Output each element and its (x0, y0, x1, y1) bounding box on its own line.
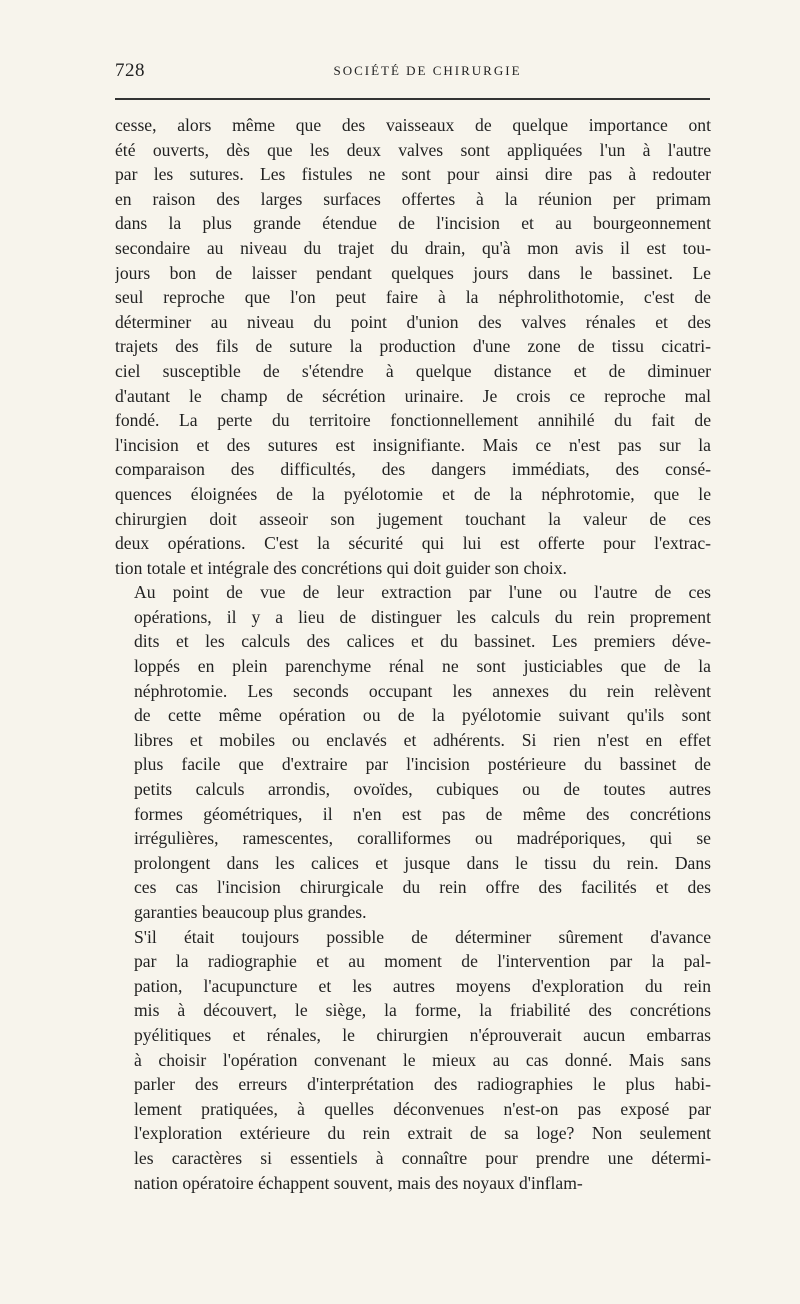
text-line: fondé. La perte du territoire fonctionnellement annihilé du fait de (115, 410, 711, 431)
page-number: 728 (115, 60, 145, 81)
text-line: secondaire au niveau du trajet du drain, qu'à mon avis il est tou- (115, 237, 711, 258)
text-line: libres et mobiles ou enclavés et adhérents. Si rien n'est en effet (134, 729, 711, 750)
text-line: déterminer au niveau du point d'union des valves rénales et des (115, 311, 711, 332)
text-line: ces cas l'incision chirurgicale du rein offre des facilités et des (134, 877, 711, 898)
text-line: les caractères si essentiels à connaître pour prendre une détermi- (134, 1147, 711, 1168)
text-line: Au point de vue de leur extraction par l'une ou l'autre de ces (134, 582, 711, 603)
paragraph (115, 925, 711, 1196)
text-line: été ouverts, dès que les deux valves sont appliquées l'un à l'autre (115, 139, 711, 160)
text-line: seul reproche que l'on peut faire à la néphrolithotomie, c'est de (115, 287, 711, 308)
text-line: pation, l'acupuncture et les autres moyens d'exploration du rein (134, 975, 711, 996)
text-line: S'il était toujours possible de déterminer sûrement d'avance (134, 926, 711, 947)
text-line: dits et les calculs des calices et du bassinet. Les premiers déve- (134, 631, 711, 652)
text-line: par les sutures. Les fistules ne sont pour ainsi dire pas à redouter (115, 164, 711, 185)
text-line: trajets des fils de suture la production d'une zone de tissu cicatri- (115, 336, 711, 357)
text-line: néphrotomie. Les seconds occupant les annexes du rein relèvent (134, 680, 711, 701)
text-line: par la radiographie et au moment de l'intervention par la pal- (134, 951, 711, 972)
text-line: de cette même opération ou de la pyélotomie suivant qu'ils sont (134, 705, 711, 726)
text-line: tion totale et intégrale des concrétions qui doit guider son choix. (115, 557, 567, 578)
running-title: SOCIÉTÉ DE CHIRURGIE (333, 63, 522, 78)
text-line: nation opératoire échappent souvent, mais des noyaux d'inflam- (134, 1172, 583, 1193)
text-line: jours bon de laisser pendant quelques jours dans le bassinet. Le (115, 262, 711, 283)
text-line: opérations, il y a lieu de distinguer les calculs du rein proprement (134, 606, 711, 627)
text-line: l'exploration extérieure du rein extrait de sa loge? Non seulement (134, 1123, 711, 1144)
paragraph (115, 580, 711, 924)
running-head (115, 56, 710, 86)
text-line: loppés en plein parenchyme rénal ne sont justiciables que de la (134, 656, 711, 677)
body-text (115, 113, 711, 1195)
text-line: dans la plus grande étendue de l'incision et au bourgeonnement (115, 213, 711, 234)
text-line: quences éloignées de la pyélotomie et de la néphrotomie, que le (115, 483, 711, 504)
text-line: formes géométriques, il n'en est pas de même des concrétions (134, 803, 711, 824)
text-line: deux opérations. C'est la sécurité qui lui est offerte pour l'extrac- (115, 533, 711, 554)
text-line: prolongent dans les calices et jusque dans le tissu du rein. Dans (134, 852, 711, 873)
text-line: chirurgien doit asseoir son jugement touchant la valeur de ces (115, 508, 711, 529)
text-line: petits calculs arrondis, ovoïdes, cubiques ou de toutes autres (134, 779, 711, 800)
text-line: garanties beaucoup plus grandes. (134, 902, 367, 922)
text-line: à choisir l'opération convenant le mieux au cas donné. Mais sans (134, 1049, 711, 1070)
text-line: en raison des larges surfaces offertes à la réunion per primam (115, 188, 711, 209)
text-line: lement pratiquées, à quelles déconvenues n'est-on pas exposé par (134, 1098, 711, 1119)
text-line: parler des erreurs d'interprétation des radiographies le plus habi- (134, 1074, 711, 1095)
text-line: ciel susceptible de s'étendre à quelque distance et de diminuer (115, 360, 711, 381)
text-line: d'autant le champ de sécrétion urinaire. Je crois ce reproche mal (115, 385, 711, 406)
text-line: comparaison des difficultés, des dangers immédiats, des consé- (115, 459, 711, 480)
text-line: cesse, alors même que des vaisseaux de quelque importance ont (115, 115, 711, 135)
paragraph (115, 113, 711, 580)
text-line: irrégulières, ramescentes, coralliformes ou madréporiques, qui se (134, 828, 711, 849)
text-line: mis à découvert, le siège, la forme, la friabilité des concrétions (134, 1000, 711, 1021)
text-line: plus facile que d'extraire par l'incision postérieure du bassinet de (134, 754, 711, 775)
text-line: pyélitiques et rénales, le chirurgien n'éprouverait aucun embarras (134, 1024, 711, 1045)
header-rule (115, 98, 710, 100)
text-line: l'incision et des sutures est insignifiante. Mais ce n'est pas sur la (115, 434, 711, 455)
